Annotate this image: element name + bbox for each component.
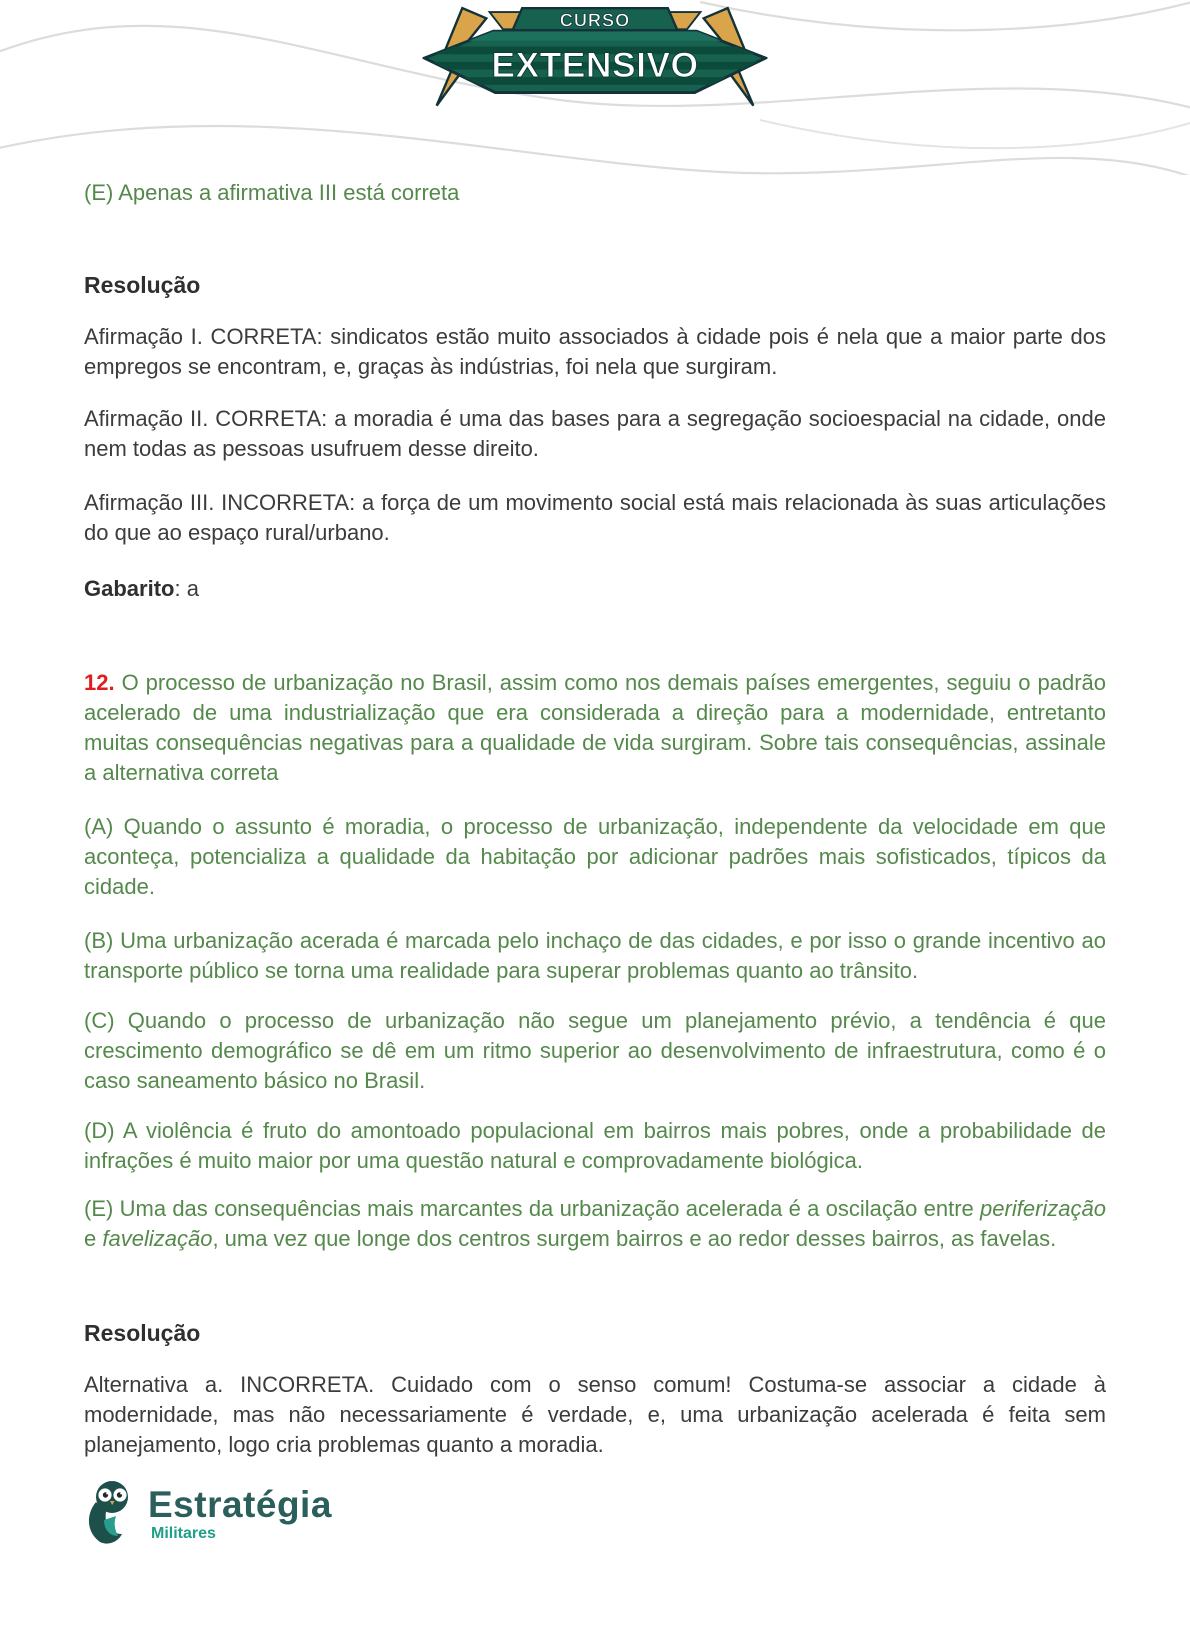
brand-subtitle: Militares — [151, 1525, 216, 1542]
question-12-option-d: (D) A violência é fruto do amontoado populacional em bairros mais pobres, onde a probabilidade de infrações é muito maior por uma questão natural e comprovadamente biológica. — [84, 1118, 1106, 1173]
option-e-segment: e — [84, 1226, 103, 1251]
page-footer — [0, 1480, 1190, 1544]
brand-text-block — [148, 1480, 332, 1542]
option-e-term-favelizacao: favelização — [102, 1226, 213, 1251]
resolution-2-paragraph: Alternativa a. INCORRETA. Cuidado com o senso comum! Costuma-se associar a cidade à modernidade, mas não necessariamente é verdade, e, uma urbanização acelerada é feita sem planejamento, logo cria problemas quanto a moradia. — [84, 1372, 1106, 1457]
resolution-heading-2: Resolução — [84, 1320, 201, 1346]
document-content — [0, 178, 1190, 1460]
affirmation-3-paragraph: Afirmação III. INCORRETA: a força de um movimento social está mais relacionada às suas articulações do que ao espaço rural/urbano. — [84, 490, 1106, 545]
option-e-segment: , uma vez que longe dos centros surgem bairros e ao redor desses bairros, as favelas. — [212, 1226, 1057, 1251]
curso-extensivo-logo — [423, 6, 768, 112]
answer-key-line — [84, 574, 1106, 604]
option-e-segment: (E) Uma das consequências mais marcantes da urbanização acelerada é a oscilação entre — [84, 1196, 981, 1221]
question-12-option-a: (A) Quando o assunto é moradia, o processo de urbanização, independente da velocidade em que aconteça, potencializa a qualidade da habitação por adicionar padrões mais sofisticados, típicos da cidade. — [84, 814, 1106, 899]
question-12-option-b: (B) Uma urbanização acerada é marcada pelo inchaço de das cidades, e por isso o grande incentivo ao transporte público se torna uma realidade para superar problemas quanto ao trânsito. — [84, 928, 1106, 983]
brand-name: Estratégia — [148, 1484, 332, 1525]
question-12-text: O processo de urbanização no Brasil, assim como nos demais países emergentes, seguiu o padrão acelerado de uma industrialização que era considerada a direção para a modernidade, entretanto muitas consequências negativas para a qualidade de vida surgiram. Sobre tais consequências, assinale a alternativa correta — [84, 670, 1106, 785]
option-e-term-periferizacao: periferização — [980, 1196, 1106, 1221]
resolution-heading-1: Resolução — [84, 272, 201, 298]
previous-question-option-e: (E) Apenas a afirmativa III está correta — [84, 180, 460, 205]
question-12-statement — [84, 668, 1106, 788]
answer-key-value: : a — [174, 576, 199, 601]
question-12-option-c: (C) Quando o processo de urbanização não segue um planejamento prévio, a tendência é que crescimento demográfico se dê em um ritmo superior ao desenvolvimento de infraestrutura, como é o caso saneamento básico no Brasil. — [84, 1008, 1106, 1093]
estrategia-owl-icon — [84, 1480, 138, 1544]
answer-key-label: Gabarito — [84, 576, 175, 601]
affirmation-1-paragraph: Afirmação I. CORRETA: sindicatos estão muito associados à cidade pois é nela que a maior parte dos empregos se encontram, e, graças às indústrias, foi nela que surgiram. — [84, 324, 1106, 379]
page-header — [0, 0, 1190, 130]
affirmation-2-paragraph: Afirmação II. CORRETA: a moradia é uma das bases para a segregação socioespacial na cidade, onde nem todas as pessoas usufruem desse direito. — [84, 406, 1106, 461]
question-12-option-e — [84, 1194, 1106, 1254]
logo-text-curso: CURSO — [559, 10, 631, 31]
question-12-number: 12. — [84, 670, 115, 695]
logo-text-extensivo: EXTENSIVO — [491, 45, 699, 86]
